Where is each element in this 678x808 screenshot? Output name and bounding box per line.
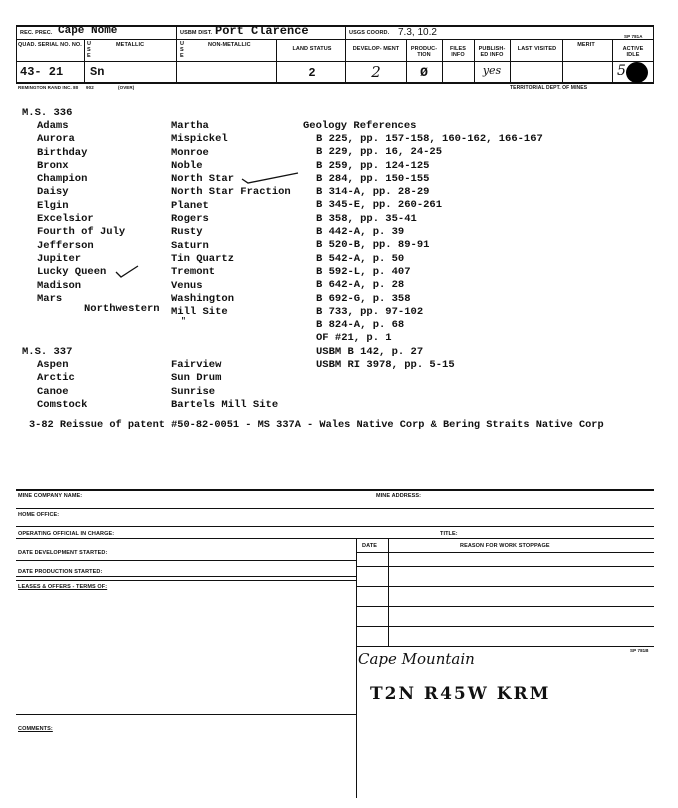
list-item: Bronx [37, 159, 69, 172]
list-item: Sunrise [171, 385, 216, 398]
mine-company-name-label: MINE COMPANY NAME: [18, 493, 83, 499]
use-nonmetallic-label: U S E [180, 41, 185, 59]
production-value: Ø [420, 65, 428, 80]
list-item: Jupiter [37, 252, 82, 265]
mine-address-label: MINE ADDRESS: [376, 493, 422, 499]
list-item: Elgin [37, 199, 69, 212]
usbm-dist-value: Port Clarence [215, 24, 309, 38]
northwestern-claim: Northwestern [84, 303, 160, 315]
list-item: Adams [37, 120, 69, 132]
list-item: Excelsior [37, 213, 94, 226]
ms336-claims-col2 [171, 120, 291, 319]
list-item: Canoe [37, 385, 69, 398]
use-metallic-label: U S E [87, 41, 92, 59]
list-item: Birthday [37, 146, 88, 159]
list-item: Martha [171, 120, 209, 132]
quad-serial-value: 43- 21 [20, 65, 64, 79]
list-item: Aurora [37, 133, 75, 146]
ms337-claims-col2 [171, 359, 278, 412]
list-item: Monroe [171, 146, 209, 159]
list-item: Fourth of July [37, 226, 126, 239]
production-label: PRODUC- TION [410, 46, 438, 58]
geology-references-title: Geology References [303, 120, 417, 132]
territorial-label: TERRITORIAL DEPT. OF MINES [510, 85, 588, 91]
rec-prec-value: Cape Nome [58, 25, 118, 37]
list-item: OF #21, p. 1 [316, 332, 392, 345]
development-value: 2 [371, 63, 381, 81]
list-item: B 592-L, p. 407 [316, 265, 411, 278]
list-item: B 542-A, p. 50 [316, 252, 405, 265]
list-item: USBM B 142, p. 27 [316, 345, 424, 358]
list-item: Comstock [37, 398, 88, 411]
list-item: Fairview [171, 359, 222, 371]
usgs-coord-label: USGS COORD. [349, 30, 390, 36]
home-office-label: HOME OFFICE: [18, 512, 60, 518]
active-idle-label: ACTIVE IDLE [622, 46, 644, 58]
list-item: Washington [171, 292, 235, 305]
list-item: Sun Drum [171, 372, 222, 385]
list-item: Saturn [171, 239, 209, 252]
list-item: Tin Quartz [171, 252, 235, 265]
land-status-value: 2 [308, 66, 316, 80]
check-mark-icon [114, 263, 140, 279]
list-item: B 733, pp. 97-102 [316, 305, 424, 318]
last-visited-label: LAST VISITED [517, 46, 557, 52]
ms337-label: M.S. 337 [22, 346, 73, 358]
quad-serial-label: QUAD. SERIAL NO. NO. [18, 42, 82, 48]
list-item: B 345-E, pp. 260-261 [316, 199, 443, 212]
ms337-claims-col1 [37, 359, 87, 412]
check-mark-icon [240, 170, 300, 186]
leases-offers-label: LEASES & OFFERS - TERMS OF: [18, 584, 108, 590]
list-item: North Star Fraction [171, 186, 291, 199]
list-item: B 824-A, p. 68 [316, 319, 405, 332]
list-item: Champion [37, 173, 88, 186]
published-info-value: yes [482, 64, 502, 77]
list-item: Jefferson [37, 239, 94, 252]
form-number-bottom: SP 781B [630, 648, 649, 653]
list-item: Venus [171, 279, 203, 292]
rec-prec-label: REC. PREC. [20, 30, 53, 36]
handwritten-location: Cape Mountain [358, 650, 475, 668]
list-item: B 284, pp. 150-155 [316, 172, 430, 185]
form-number-top: SP 781A [624, 34, 643, 39]
usbm-dist-label: USBM DIST. [180, 30, 213, 36]
list-item: Rogers [171, 213, 209, 226]
list-item: Aspen [37, 359, 69, 371]
list-item: Mispickel [171, 133, 228, 146]
title-label: TITLE: [440, 531, 458, 537]
list-item: B 642-A, p. 28 [316, 279, 405, 292]
mill-site-ditto-mark: " [181, 317, 186, 326]
list-item: Tremont [171, 266, 216, 279]
metallic-value: Sn [90, 65, 105, 79]
list-item: Bartels Mill Site [171, 398, 279, 411]
reissue-note: 3-82 Reissue of patent #50-82-0051 - MS 337A - Wales Native Corp & Bering Straits Native Corp [29, 419, 604, 431]
list-item: B 442-A, p. 39 [316, 226, 405, 239]
land-status-label: LAND STATUS [292, 46, 332, 52]
merit-label: MERIT [577, 42, 595, 48]
list-item: Mars [37, 292, 63, 305]
list-item: B 358, pp. 35-41 [316, 212, 417, 225]
list-item: USBM RI 3978, pp. 5-15 [316, 359, 455, 372]
metallic-label: METALLIC [116, 42, 145, 48]
list-item: B 229, pp. 16, 24-25 [316, 146, 443, 159]
list-item: Noble [171, 159, 203, 172]
list-item: Planet [171, 199, 209, 212]
printer-code-1: 902 [86, 85, 94, 90]
list-item: B 520-B, pp. 89-91 [316, 239, 430, 252]
list-item: B 259, pp. 124-125 [316, 159, 430, 172]
ms336-label: M.S. 336 [22, 107, 73, 119]
list-item: Daisy [37, 186, 69, 199]
list-item: B 314-A, pp. 28-29 [316, 186, 430, 199]
active-idle-value: 5 [617, 63, 626, 79]
date-production-started-label: DATE PRODUCTION STARTED: [18, 569, 103, 575]
printer-code-2: (OVER) [118, 85, 135, 90]
nonmetallic-label: NON-METALLIC [208, 42, 251, 48]
active-dot [626, 62, 648, 83]
files-info-label: FILES INFO [449, 46, 467, 58]
development-label: DEVELOP- MENT [352, 46, 400, 52]
list-item: Madison [37, 279, 82, 292]
list-item: B 692-G, p. 358 [316, 292, 411, 305]
published-info-label: PUBLISH- ED INFO [478, 46, 506, 58]
list-item: Rusty [171, 226, 203, 239]
list-item: B 225, pp. 157-158, 160-162, 166-167 [316, 133, 543, 145]
printer-label: REMINGTON RAND INC. 80 [18, 85, 79, 90]
date-development-started-label: DATE DEVELOPMENT STARTED: [18, 550, 108, 556]
operating-official-label: OPERATING OFFICIAL IN CHARGE: [18, 531, 115, 537]
list-item: North Star [171, 173, 235, 186]
geology-references-list [316, 133, 543, 372]
date-column-header: DATE [362, 543, 377, 549]
usgs-coord-value: 7.3, 10.2 [398, 27, 437, 38]
comments-label: COMMENTS: [18, 726, 53, 732]
ms336-claims-col1 [37, 120, 125, 306]
list-item: Arctic [37, 372, 75, 385]
handwritten-township-range: T2N R45W KRM [370, 684, 551, 704]
reason-for-work-stoppage-header: REASON FOR WORK STOPPAGE [460, 543, 550, 549]
list-item: Lucky Queen [37, 266, 107, 279]
list-item: Mill Site [171, 306, 228, 319]
